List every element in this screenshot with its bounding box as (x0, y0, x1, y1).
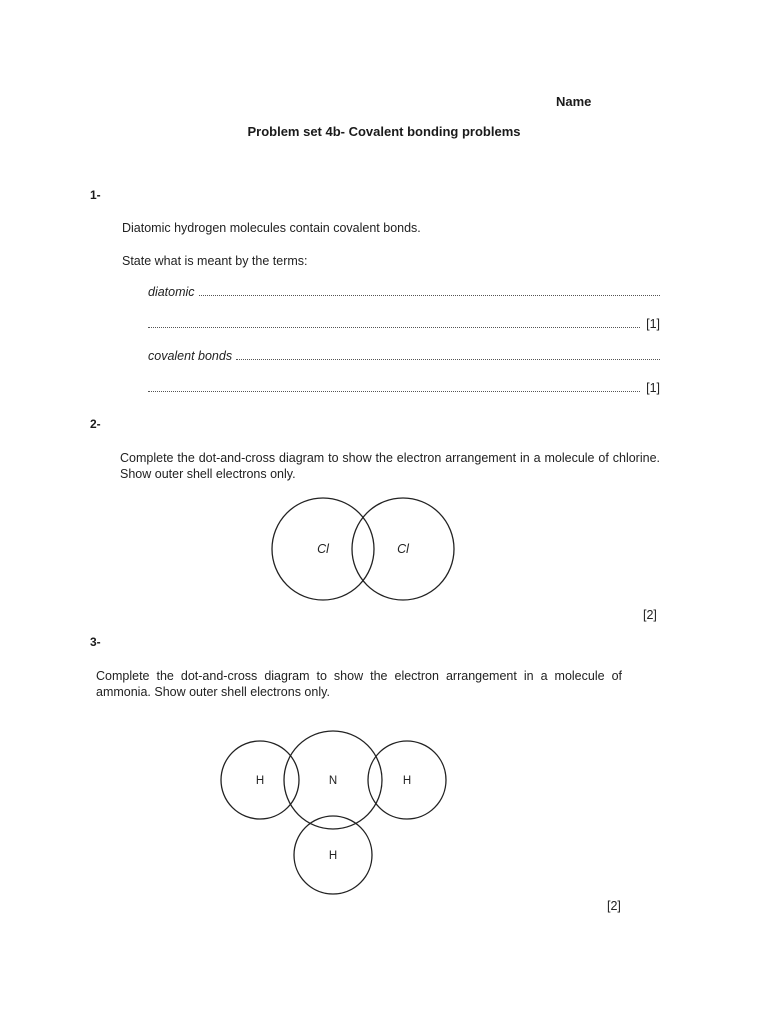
atom-label-cl-right: Cl (397, 542, 409, 556)
atom-label-n: N (328, 775, 338, 787)
dotted-line (148, 391, 640, 392)
answer-line-covalent-bonds[interactable] (148, 349, 660, 363)
question-1-intro: Diatomic hydrogen molecules contain covalent bonds. (122, 221, 421, 235)
atom-label-cl-left: Cl (317, 542, 329, 556)
question-2-mark: [2] (643, 608, 657, 622)
term-diatomic: diatomic (148, 285, 195, 299)
question-1-prompt: State what is meant by the terms: (122, 254, 308, 268)
dotted-line (236, 359, 660, 360)
dotted-line (148, 327, 640, 328)
question-2-number: 2- (90, 417, 101, 431)
question-3-number: 3- (90, 635, 101, 649)
page-title: Problem set 4b- Covalent bonding problems (247, 124, 521, 139)
term-covalent-bonds: covalent bonds (148, 349, 233, 363)
answer-line-diatomic[interactable] (148, 285, 660, 299)
question-3-mark: [2] (607, 899, 621, 913)
chlorine-diagram (260, 490, 470, 610)
atom-label-h-bottom: H (328, 850, 338, 862)
question-3-text: Complete the dot-and-cross diagram to show the electron arrangement in a molecule of ammonia. Show outer shell electrons only. (96, 669, 622, 699)
answer-line-covalent-bonds-2[interactable] (148, 381, 660, 395)
ammonia-diagram (210, 720, 460, 900)
question-2-text: Complete the dot-and-cross diagram to show the electron arrangement in a molecule of chlorine. Show outer shell electrons only. (120, 451, 660, 481)
answer-line-diatomic-2[interactable] (148, 317, 660, 331)
name-label: Name (556, 94, 592, 109)
dotted-line (199, 295, 660, 296)
mark-diatomic: [1] (646, 317, 660, 331)
mark-covalent-bonds: [1] (646, 381, 660, 395)
question-1-number: 1- (90, 188, 101, 202)
atom-label-h-right: H (402, 775, 412, 787)
atom-label-h-left: H (255, 775, 265, 787)
